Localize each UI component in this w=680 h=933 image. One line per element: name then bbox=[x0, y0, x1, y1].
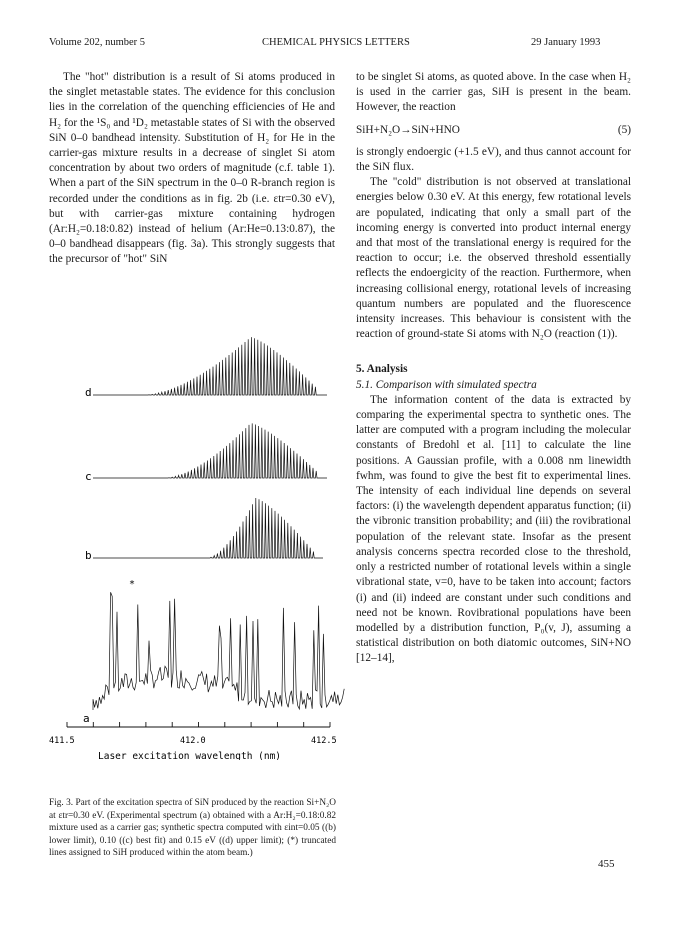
equation-5 bbox=[356, 123, 631, 138]
trace-d bbox=[93, 337, 327, 395]
right-column-text bbox=[356, 70, 631, 667]
truncated-line-marker: * bbox=[129, 579, 136, 590]
trace-b bbox=[93, 498, 323, 558]
section-heading: 5. Analysis bbox=[356, 363, 408, 376]
x-axis-label: Laser excitation wavelength (nm) bbox=[98, 751, 282, 760]
panel-label-c: c bbox=[85, 470, 92, 483]
left-paragraph: The "hot" distribution is a result of Si atoms produced in the singlet metastable states. The evidence for this conclusion lies in the correlation of the quenching efficiencies of He and H₂ for the ¹S₀ and ¹D₂ metastable states of Si with the observed SiN 0–0 bandhead intensity. Substitution of H₂ for He in the carrier-gas mixture results in a decrease of singlet Si atom concentration by about two orders of magnitude (c.f. table 1). When a part of the SiN spectrum in the 0–0 R-branch region is recorded under the conditions as in fig. 2b (i.e. εtr=0.30 eV), but with carrier-gas mixture containing hydrogen (Ar:H₂=0.18:0.82) instead of helium (Ar:He=0.13:0.87), the 0–0 bandhead disappears (fig. 3a). This strongly suggests that the precursor of "hot" SiN bbox=[49, 71, 335, 266]
panel-label-b: b bbox=[85, 549, 92, 562]
left-column-text bbox=[49, 70, 335, 268]
header-journal: CHEMICAL PHYSICS LETTERS bbox=[262, 37, 410, 48]
panel-label-d: d bbox=[85, 386, 92, 399]
panel-label-a: a bbox=[83, 712, 90, 725]
tick-label-411-5: 411.5 bbox=[49, 736, 75, 746]
right-paragraph-3: The "cold" distribution is not observed at translational energies below 0.30 eV. At this energy, few rotational levels are populated, indicating that only a small part of the incoming energy is converted into product internal energy and that most of the translational energy is required for the reaction to occur; i.e. the observed threshold essentially reflects the endoergicity of the reaction. Furthermore, when increasing collisional energy, rotational levels of increasing quantum numbers are populated and the fluorescence intensity increases. This behaviour is consistent with the reaction of ground-state Si atoms with N₂O (reaction (1)). bbox=[356, 176, 631, 341]
header-date: 29 January 1993 bbox=[531, 37, 601, 48]
equation-number: (5) bbox=[617, 123, 631, 136]
figure-3-spectra bbox=[45, 330, 345, 760]
right-paragraph-2: is strongly endoergic (+1.5 eV), and thus cannot account for the SiN flux. bbox=[356, 145, 631, 174]
equation-text: SiH+N₂O→SiN+HNO bbox=[356, 123, 460, 136]
trace-c bbox=[93, 423, 327, 478]
page-number: 455 bbox=[598, 858, 615, 870]
subsection-heading: 5.1. Comparison with simulated spectra bbox=[356, 378, 537, 391]
tick-label-412-5: 412.5 bbox=[311, 736, 337, 746]
right-paragraph-4: The information content of the data is extracted by comparing the experimental spectra to synthetic ones. The latter are computed with a program including the molecular constants of Bredohl et al. [11] to calculate the line positions. A Gaussian profile, with a 0.008 nm linewidth fwhm, was found to give the best fit to experimental lines. The intensity of each individual line depends on several factors: (i) the wavelength dependent apparatus function; (ii) the vibronic transition probability; and (iii) the rovibrational population of the relevant state. Insofar as the present analysis concerns spectra recorded close to the threshold, only a restricted number of rotational levels within a single vibrational state, v=0, have to be taken into account; factors (i) and (ii) indeed are constant under such conditions and need not be known. Rovibrational populations have been modelled by a distribution function, P₀(v, J), assuming a statistical distribution on both diatomic outcomes, SiN+NO [12–14], bbox=[356, 393, 631, 665]
trace-a bbox=[93, 592, 344, 710]
tick-label-412-0: 412.0 bbox=[180, 736, 206, 746]
header-volume: Volume 202, number 5 bbox=[49, 37, 146, 48]
figure-caption: Fig. 3. Part of the excitation spectra of SiN produced by the reaction Si+N₂O at εtr=0.30 eV. (Experimental spectrum (a) obtained with a Ar:H₂=0.18:0.82 mixture used as a carrier gas; synthetic spectra computed with εint=0.05 ((b) lower limit), 0.10 ((c) best fit) and 0.15 eV ((d) upper limit); (*) truncated lines assigned to SiH produced within the atom beam.) bbox=[49, 798, 336, 859]
right-paragraph-1: to be singlet Si atoms, as quoted above. In the case when H₂ is used in the carrier gas, SiH is present in the beam. However, the reaction bbox=[356, 71, 631, 114]
